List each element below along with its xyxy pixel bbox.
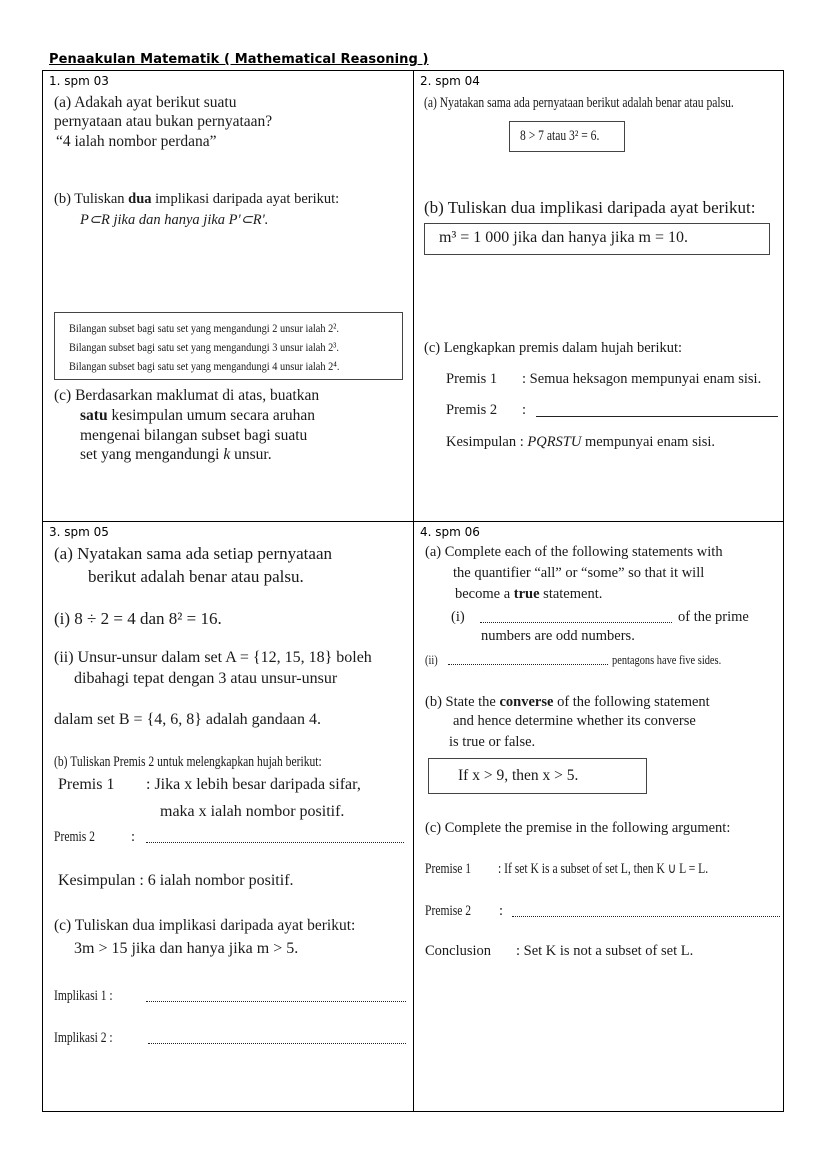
- q4b-line2: and hence determine whether its converse: [453, 713, 696, 729]
- q1c-line2-rest: kesimpulan umum secara aruhan: [107, 407, 316, 424]
- q2c-conclusion: [446, 434, 715, 451]
- q4a-line3-pre: become a: [455, 586, 514, 602]
- q4a-bold: true: [513, 586, 540, 602]
- q4b-line1-post: of the following statement: [553, 694, 710, 710]
- q2a-statement: 8 > 7 atau 3² = 6.: [520, 128, 600, 144]
- q3c-impl1-answer-line[interactable]: [146, 1001, 406, 1002]
- q3c-impl1-label: Implikasi 1 :: [54, 988, 113, 1004]
- q4a-line3-post: statement.: [539, 586, 603, 602]
- q3a-i: (i) 8 ÷ 2 = 4 dan 8² = 16.: [54, 609, 222, 628]
- q2c-premise2-label: Premis 2: [446, 402, 498, 418]
- q1c-line1: (c) Berdasarkan maklumat di atas, buatkan: [54, 387, 320, 404]
- q1b-bold: dua: [128, 191, 152, 207]
- q3b-line1: (b) Tuliskan Premis 2 untuk melengkapkan hujah berikut:: [54, 754, 322, 770]
- page-title: Penaakulan Matematik ( Mathematical Reasoning ): [49, 52, 429, 67]
- q4a-ii-label: (ii): [425, 652, 438, 667]
- q4c-premise1-label: Premise 1: [425, 861, 472, 877]
- q3c-impl2-answer-line[interactable]: [148, 1043, 406, 1044]
- q1b-suffix: implikasi daripada ayat berikut:: [151, 191, 340, 207]
- q2c-line1: (c) Lengkapkan premis dalam hujah berikut:: [424, 340, 683, 356]
- q2b-statement-box: [424, 223, 770, 255]
- q4a-line1: (a) Complete each of the following statements with: [425, 544, 723, 560]
- info-box: [54, 312, 403, 380]
- q1c-line4: [80, 446, 272, 464]
- q3c-line1: (c) Tuliskan dua implikasi daripada ayat berikut:: [54, 917, 356, 934]
- question-number: 1. spm 03: [49, 74, 109, 88]
- q4a-line2: the quantifier “all” or “some” so that it will: [453, 565, 705, 581]
- q4a-i-text2: numbers are odd numbers.: [481, 628, 635, 644]
- q2b-statement: m³ = 1 000 jika dan hanya jika m = 10.: [439, 229, 689, 246]
- row-divider: [42, 521, 784, 522]
- question-number: 4. spm 06: [420, 525, 480, 539]
- info-line: Bilangan subset bagi satu set yang mengandungi 4 unsur ialah 2⁴.: [69, 359, 340, 373]
- q3b-premise2-colon: :: [131, 829, 136, 845]
- column-divider: [413, 70, 414, 1112]
- q1a-line1: (a) Adakah ayat berikut suatu: [54, 94, 237, 111]
- q1c-line4-post: unsur.: [230, 446, 272, 463]
- q1c-line3: mengenai bilangan subset bagi suatu: [80, 427, 308, 444]
- q4c-conclusion-text: : Set K is not a subset of set L.: [516, 943, 694, 959]
- q4a-i-label: (i): [451, 609, 465, 625]
- q3a-ii-line3: dalam set B = {4, 6, 8} adalah gandaan 4.: [54, 711, 321, 728]
- q1c-line4-pre: set yang mengandungi: [80, 446, 224, 463]
- q4b-statement-box: [428, 758, 647, 794]
- q2c-premise1-text: : Semua heksagon mempunyai enam sisi.: [522, 371, 762, 387]
- q3b-premise2-label: Premis 2: [54, 829, 95, 845]
- q4a-i-answer-line[interactable]: [480, 622, 672, 623]
- q4a-i-text1: of the prime: [678, 609, 749, 625]
- q4c-premise2-answer-line[interactable]: [512, 916, 780, 917]
- q1b-prefix: (b) Tuliskan: [54, 191, 129, 207]
- q2c-conclusion-var: PQRSTU: [527, 434, 582, 450]
- q3a-ii-line2: dibahagi tepat dengan 3 atau unsur-unsur: [74, 670, 338, 687]
- q4b-statement: If x > 9, then x > 5.: [458, 767, 579, 784]
- q3c-statement: 3m > 15 jika dan hanya jika m > 5.: [74, 940, 299, 957]
- question-number: 3. spm 05: [49, 525, 109, 539]
- q1b-line1: [54, 191, 339, 208]
- q2a-statement-box: [509, 121, 625, 152]
- q3b-premise1-line2: maka x ialah nombor positif.: [160, 803, 345, 820]
- question-number: 2. spm 04: [420, 74, 480, 88]
- q3b-conclusion: Kesimpulan : 6 ialah nombor positif.: [58, 872, 294, 889]
- q4a-line3: [455, 586, 602, 603]
- q3a-line2: berikut adalah benar atau palsu.: [88, 567, 304, 586]
- q2b-line1: (b) Tuliskan dua implikasi daripada ayat berikut:: [424, 198, 756, 217]
- q1a-line2: pernyataan atau bukan pernyataan?: [54, 113, 273, 130]
- q4b-line3: is true or false.: [449, 734, 536, 750]
- q3a-ii-line1: (ii) Unsur-unsur dalam set A = {12, 15, 18} boleh: [54, 649, 372, 666]
- q1a-line3: “4 ialah nombor perdana”: [56, 133, 217, 150]
- q4c-conclusion-label: Conclusion: [425, 943, 492, 959]
- q4c-premise2-label: Premise 2: [425, 903, 472, 919]
- q4a-ii-answer-line[interactable]: [448, 664, 608, 665]
- info-line: Bilangan subset bagi satu set yang mengandungi 2 unsur ialah 2².: [69, 321, 339, 335]
- q1c-bold: satu: [80, 407, 108, 424]
- q3b-premise1-label: Premis 1: [58, 776, 115, 793]
- q3c-impl2-label: Implikasi 2 :: [54, 1030, 113, 1046]
- q4c-line1: (c) Complete the premise in the following argument:: [425, 820, 731, 836]
- q3b-premise2-answer-line[interactable]: [146, 842, 404, 843]
- q1b-statement-text: P⊂R jika dan hanya jika P'⊂R'.: [80, 212, 269, 228]
- q1b-statement: [80, 212, 268, 229]
- info-line: Bilangan subset bagi satu set yang mengandungi 3 unsur ialah 2³.: [69, 340, 339, 354]
- q1c-var: k: [223, 446, 231, 463]
- q4c-premise1-text: : If set K is a subset of set L, then K ∪ L = L.: [498, 861, 709, 877]
- q2c-premise1-label: Premis 1: [446, 371, 498, 387]
- q2a-line1: (a) Nyatakan sama ada pernyataan berikut adalah benar atau palsu.: [424, 95, 734, 111]
- q2c-premise2-answer-line[interactable]: [536, 416, 778, 417]
- q4c-premise2-colon: :: [499, 903, 504, 919]
- q3a-line1: (a) Nyatakan sama ada setiap pernyataan: [54, 544, 332, 563]
- q4b-bold: converse: [499, 694, 554, 710]
- q1c-line2: [80, 407, 315, 425]
- q2c-conclusion-label: Kesimpulan :: [446, 434, 524, 450]
- q2c-conclusion-text: mempunyai enam sisi.: [581, 434, 716, 450]
- q4b-line1-pre: (b) State the: [425, 694, 500, 710]
- q2c-premise2-colon: :: [522, 402, 527, 418]
- q4a-ii-text: pentagons have five sides.: [612, 652, 722, 667]
- q3b-premise1-line1: : Jika x lebih besar daripada sifar,: [146, 776, 361, 793]
- q4b-line1: [425, 694, 710, 711]
